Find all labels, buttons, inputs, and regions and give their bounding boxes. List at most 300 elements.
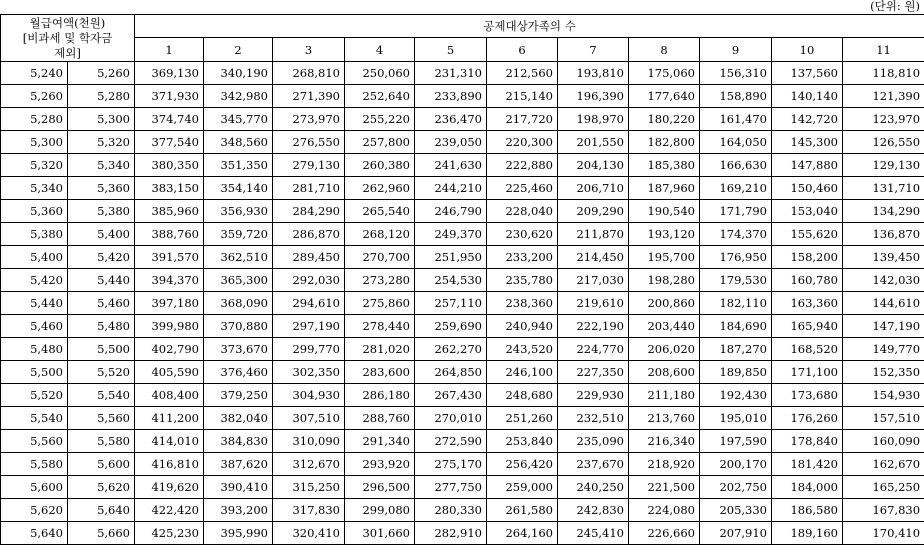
tax-amount-cell: 414,010 [135,430,204,453]
tax-amount-cell: 299,080 [345,499,415,522]
tax-amount-cell: 289,450 [273,246,345,269]
dependent-count-header: 10 [772,38,843,62]
tax-amount-cell: 200,170 [700,453,772,476]
tax-amount-cell: 226,660 [629,522,700,545]
tax-amount-cell: 243,520 [487,338,558,361]
tax-amount-cell: 222,880 [487,154,558,177]
table-row [1,223,924,246]
tax-amount-cell: 161,470 [700,108,772,131]
table-row [1,292,924,315]
tax-amount-cell: 237,670 [558,453,629,476]
salary-min-cell: 5,500 [1,361,68,384]
salary-header-line1: 월급여액(천원) [29,15,106,30]
tax-amount-cell: 164,050 [700,131,772,154]
tax-amount-cell: 283,600 [345,361,415,384]
tax-amount-cell: 249,370 [415,223,487,246]
tax-amount-cell: 233,200 [487,246,558,269]
salary-min-cell: 5,600 [1,476,68,499]
tax-amount-cell: 240,250 [558,476,629,499]
salary-min-cell: 5,460 [1,315,68,338]
table-row [1,338,924,361]
tax-amount-cell: 397,180 [135,292,204,315]
tax-amount-cell: 219,610 [558,292,629,315]
tax-amount-cell: 391,570 [135,246,204,269]
tax-amount-cell: 354,140 [204,177,273,200]
tax-amount-cell: 173,680 [772,384,843,407]
tax-amount-cell: 193,810 [558,62,629,85]
unit-note: (단위: 원) [870,0,920,13]
tax-amount-cell: 224,770 [558,338,629,361]
tax-amount-cell: 299,770 [273,338,345,361]
tax-amount-cell: 170,410 [843,522,924,545]
tax-amount-cell: 235,090 [558,430,629,453]
tax-amount-cell: 246,100 [487,361,558,384]
tax-amount-cell: 197,590 [700,430,772,453]
salary-max-cell: 5,560 [68,407,135,430]
tax-amount-cell: 371,930 [135,85,204,108]
salary-max-cell: 5,660 [68,522,135,545]
tax-amount-cell: 380,350 [135,154,204,177]
tax-amount-cell: 181,420 [772,453,843,476]
tax-amount-cell: 257,110 [415,292,487,315]
tax-amount-cell: 365,300 [204,269,273,292]
tax-amount-cell: 408,400 [135,384,204,407]
tax-amount-cell: 402,790 [135,338,204,361]
tax-amount-cell: 288,760 [345,407,415,430]
tax-amount-cell: 221,500 [629,476,700,499]
table-row [1,200,924,223]
tax-amount-cell: 374,740 [135,108,204,131]
table-row [1,108,924,131]
tax-amount-cell: 189,850 [700,361,772,384]
table-row [1,177,924,200]
tax-amount-cell: 280,330 [415,499,487,522]
tax-amount-cell: 236,470 [415,108,487,131]
tax-amount-cell: 416,810 [135,453,204,476]
tax-amount-cell: 218,920 [629,453,700,476]
tax-amount-cell: 187,270 [700,338,772,361]
tax-amount-cell: 383,150 [135,177,204,200]
tax-amount-cell: 250,060 [345,62,415,85]
tax-amount-cell: 368,090 [204,292,273,315]
tax-amount-cell: 278,440 [345,315,415,338]
salary-min-cell: 5,420 [1,269,68,292]
dependent-count-header: 9 [700,38,772,62]
tax-amount-cell: 136,870 [843,223,924,246]
tax-amount-cell: 147,190 [843,315,924,338]
tax-amount-cell: 167,830 [843,499,924,522]
salary-max-cell: 5,420 [68,246,135,269]
tax-amount-cell: 144,610 [843,292,924,315]
tax-amount-cell: 310,090 [273,430,345,453]
tax-amount-cell: 376,460 [204,361,273,384]
salary-max-cell: 5,340 [68,154,135,177]
dependent-count-header: 3 [273,38,345,62]
tax-amount-cell: 171,100 [772,361,843,384]
tax-amount-cell: 244,210 [415,177,487,200]
salary-min-cell: 5,560 [1,430,68,453]
tax-amount-cell: 399,980 [135,315,204,338]
tax-amount-cell: 387,620 [204,453,273,476]
tax-amount-cell: 180,220 [629,108,700,131]
salary-min-cell: 5,640 [1,522,68,545]
salary-max-cell: 5,480 [68,315,135,338]
tax-amount-cell: 155,620 [772,223,843,246]
salary-max-cell: 5,640 [68,499,135,522]
salary-max-cell: 5,580 [68,430,135,453]
salary-min-cell: 5,320 [1,154,68,177]
tax-amount-cell: 370,880 [204,315,273,338]
tax-amount-cell: 302,350 [273,361,345,384]
tax-amount-cell: 253,840 [487,430,558,453]
tax-amount-cell: 171,790 [700,200,772,223]
tax-amount-cell: 184,000 [772,476,843,499]
tax-amount-cell: 121,390 [843,85,924,108]
tax-amount-cell: 390,410 [204,476,273,499]
tax-amount-cell: 286,870 [273,223,345,246]
tax-amount-cell: 291,340 [345,430,415,453]
tax-amount-cell: 227,350 [558,361,629,384]
tax-amount-cell: 382,040 [204,407,273,430]
salary-min-cell: 5,440 [1,292,68,315]
tax-amount-cell: 246,790 [415,200,487,223]
tax-amount-cell: 373,670 [204,338,273,361]
tax-amount-cell: 174,370 [700,223,772,246]
table-row [1,131,924,154]
table-row [1,430,924,453]
tax-amount-cell: 147,880 [772,154,843,177]
salary-header-line3: 제외] [54,45,81,60]
tax-amount-cell: 163,360 [772,292,843,315]
tax-amount-cell: 281,020 [345,338,415,361]
tax-amount-cell: 206,020 [629,338,700,361]
dependent-count-header: 4 [345,38,415,62]
tax-amount-cell: 123,970 [843,108,924,131]
tax-amount-cell: 217,720 [487,108,558,131]
tax-amount-cell: 379,250 [204,384,273,407]
tax-amount-cell: 126,550 [843,131,924,154]
tax-amount-cell: 142,030 [843,269,924,292]
tax-amount-cell: 165,940 [772,315,843,338]
tax-amount-cell: 342,980 [204,85,273,108]
table-row [1,315,924,338]
tax-amount-cell: 153,040 [772,200,843,223]
tax-amount-cell: 277,750 [415,476,487,499]
tax-amount-cell: 214,450 [558,246,629,269]
tax-amount-cell: 259,000 [487,476,558,499]
tax-amount-cell: 187,960 [629,177,700,200]
tax-amount-cell: 158,200 [772,246,843,269]
tax-amount-cell: 261,580 [487,499,558,522]
salary-min-cell: 5,280 [1,108,68,131]
tax-amount-cell: 255,220 [345,108,415,131]
salary-min-cell: 5,580 [1,453,68,476]
salary-min-cell: 5,380 [1,223,68,246]
tax-amount-cell: 239,050 [415,131,487,154]
withholding-tax-table [0,14,924,545]
tax-amount-cell: 229,930 [558,384,629,407]
tax-amount-cell: 257,800 [345,131,415,154]
dependent-count-header: 1 [135,38,204,62]
tax-amount-cell: 166,630 [700,154,772,177]
tax-amount-cell: 238,360 [487,292,558,315]
tax-amount-cell: 185,380 [629,154,700,177]
tax-amount-cell: 215,140 [487,85,558,108]
tax-amount-cell: 157,510 [843,407,924,430]
tax-amount-cell: 231,310 [415,62,487,85]
salary-header-line2: [비과세 및 학자금 [22,30,113,45]
table-row [1,453,924,476]
tax-amount-cell: 213,760 [629,407,700,430]
tax-amount-cell: 256,420 [487,453,558,476]
tax-amount-cell: 182,800 [629,131,700,154]
salary-min-cell: 5,620 [1,499,68,522]
table-row [1,499,924,522]
tax-amount-cell: 176,950 [700,246,772,269]
salary-max-cell: 5,260 [68,62,135,85]
dependent-count-header: 11 [843,38,924,62]
tax-amount-cell: 251,950 [415,246,487,269]
salary-min-cell: 5,240 [1,62,68,85]
header-row-2 [1,38,924,62]
tax-amount-cell: 260,380 [345,154,415,177]
tax-amount-cell: 405,590 [135,361,204,384]
tax-amount-cell: 212,560 [487,62,558,85]
tax-amount-cell: 179,530 [700,269,772,292]
tax-amount-cell: 211,870 [558,223,629,246]
tax-amount-cell: 281,710 [273,177,345,200]
tax-amount-cell: 284,290 [273,200,345,223]
dependent-count-header: 6 [487,38,558,62]
tax-amount-cell: 294,610 [273,292,345,315]
tax-amount-cell: 145,300 [772,131,843,154]
tax-amount-cell: 207,910 [700,522,772,545]
dependents-header: 공제대상가족의 수 [135,15,924,38]
tax-amount-cell: 160,780 [772,269,843,292]
tax-amount-cell: 175,060 [629,62,700,85]
tax-amount-cell: 220,300 [487,131,558,154]
salary-min-cell: 5,480 [1,338,68,361]
tax-amount-cell: 270,700 [345,246,415,269]
tax-amount-cell: 202,750 [700,476,772,499]
tax-amount-cell: 296,500 [345,476,415,499]
salary-min-cell: 5,340 [1,177,68,200]
salary-max-cell: 5,280 [68,85,135,108]
tax-amount-cell: 158,890 [700,85,772,108]
salary-min-cell: 5,400 [1,246,68,269]
salary-max-cell: 5,320 [68,131,135,154]
table-row [1,62,924,85]
tax-amount-cell: 240,940 [487,315,558,338]
dependent-count-header: 5 [415,38,487,62]
tax-amount-cell: 245,410 [558,522,629,545]
tax-amount-cell: 307,510 [273,407,345,430]
dependent-count-header: 7 [558,38,629,62]
tax-amount-cell: 189,160 [772,522,843,545]
salary-max-cell: 5,500 [68,338,135,361]
tax-amount-cell: 270,010 [415,407,487,430]
tax-amount-cell: 211,180 [629,384,700,407]
tax-amount-cell: 190,540 [629,200,700,223]
dependent-count-header: 2 [204,38,273,62]
table-row [1,154,924,177]
tax-amount-cell: 359,720 [204,223,273,246]
tax-amount-cell: 160,090 [843,430,924,453]
tax-amount-cell: 297,190 [273,315,345,338]
tax-amount-cell: 262,960 [345,177,415,200]
tax-amount-cell: 178,840 [772,430,843,453]
tax-amount-cell: 142,720 [772,108,843,131]
salary-max-cell: 5,460 [68,292,135,315]
tax-amount-cell: 198,970 [558,108,629,131]
tax-amount-cell: 235,780 [487,269,558,292]
tax-amount-cell: 152,350 [843,361,924,384]
tax-amount-cell: 192,430 [700,384,772,407]
tax-amount-cell: 351,350 [204,154,273,177]
table-row [1,476,924,499]
tax-amount-cell: 275,860 [345,292,415,315]
tax-amount-cell: 317,830 [273,499,345,522]
tax-amount-cell: 388,760 [135,223,204,246]
tax-amount-cell: 209,290 [558,200,629,223]
salary-min-cell: 5,360 [1,200,68,223]
tax-amount-cell: 272,590 [415,430,487,453]
tax-amount-cell: 268,810 [273,62,345,85]
tax-amount-cell: 320,410 [273,522,345,545]
salary-max-cell: 5,440 [68,269,135,292]
salary-min-cell: 5,260 [1,85,68,108]
table-row [1,522,924,545]
tax-amount-cell: 139,450 [843,246,924,269]
tax-amount-cell: 273,280 [345,269,415,292]
tax-amount-cell: 251,260 [487,407,558,430]
tax-amount-cell: 262,270 [415,338,487,361]
tax-amount-cell: 362,510 [204,246,273,269]
tax-amount-cell: 206,710 [558,177,629,200]
tax-amount-cell: 228,040 [487,200,558,223]
dependent-count-header: 8 [629,38,700,62]
tax-amount-cell: 184,690 [700,315,772,338]
tax-amount-cell: 254,530 [415,269,487,292]
tax-amount-cell: 265,540 [345,200,415,223]
tax-amount-cell: 233,890 [415,85,487,108]
tax-amount-cell: 312,670 [273,453,345,476]
tax-amount-cell: 304,930 [273,384,345,407]
tax-amount-cell: 156,310 [700,62,772,85]
tax-amount-cell: 140,140 [772,85,843,108]
tax-amount-cell: 279,130 [273,154,345,177]
tax-amount-cell: 273,970 [273,108,345,131]
tax-amount-cell: 340,190 [204,62,273,85]
tax-amount-cell: 264,850 [415,361,487,384]
salary-max-cell: 5,300 [68,108,135,131]
salary-max-cell: 5,600 [68,453,135,476]
tax-amount-cell: 168,520 [772,338,843,361]
tax-amount-cell: 230,620 [487,223,558,246]
tax-amount-cell: 216,340 [629,430,700,453]
tax-amount-cell: 195,700 [629,246,700,269]
tax-amount-cell: 217,030 [558,269,629,292]
table-row [1,269,924,292]
tax-amount-cell: 315,250 [273,476,345,499]
tax-amount-cell: 252,640 [345,85,415,108]
tax-amount-cell: 118,810 [843,62,924,85]
tax-amount-cell: 377,540 [135,131,204,154]
tax-amount-cell: 345,770 [204,108,273,131]
tax-amount-cell: 208,600 [629,361,700,384]
tax-amount-cell: 286,180 [345,384,415,407]
tax-amount-cell: 248,680 [487,384,558,407]
tax-amount-cell: 186,580 [772,499,843,522]
tax-amount-cell: 395,990 [204,522,273,545]
tax-amount-cell: 149,770 [843,338,924,361]
tax-amount-cell: 205,330 [700,499,772,522]
tax-amount-cell: 198,280 [629,269,700,292]
tax-amount-cell: 193,120 [629,223,700,246]
tax-amount-cell: 271,390 [273,85,345,108]
table-row [1,246,924,269]
tax-amount-cell: 241,630 [415,154,487,177]
tax-amount-cell: 242,830 [558,499,629,522]
tax-amount-cell: 292,030 [273,269,345,292]
salary-min-cell: 5,520 [1,384,68,407]
salary-max-cell: 5,360 [68,177,135,200]
tax-amount-cell: 176,260 [772,407,843,430]
salary-range-header [1,15,135,62]
tax-amount-cell: 177,640 [629,85,700,108]
tax-amount-cell: 232,510 [558,407,629,430]
salary-min-cell: 5,540 [1,407,68,430]
salary-max-cell: 5,400 [68,223,135,246]
tax-amount-cell: 384,830 [204,430,273,453]
tax-amount-cell: 131,710 [843,177,924,200]
tax-amount-cell: 276,550 [273,131,345,154]
table-row [1,384,924,407]
tax-amount-cell: 411,200 [135,407,204,430]
tax-amount-cell: 394,370 [135,269,204,292]
tax-amount-cell: 419,620 [135,476,204,499]
tax-amount-cell: 169,210 [700,177,772,200]
tax-amount-cell: 134,290 [843,200,924,223]
tax-amount-cell: 224,080 [629,499,700,522]
tax-amount-cell: 385,960 [135,200,204,223]
tax-amount-cell: 225,460 [487,177,558,200]
tax-amount-cell: 222,190 [558,315,629,338]
salary-max-cell: 5,540 [68,384,135,407]
tax-amount-cell: 293,920 [345,453,415,476]
tax-amount-cell: 264,160 [487,522,558,545]
header-row-1 [1,15,924,38]
tax-amount-cell: 195,010 [700,407,772,430]
table-row [1,85,924,108]
tax-amount-cell: 129,130 [843,154,924,177]
tax-amount-cell: 301,660 [345,522,415,545]
tax-amount-cell: 259,690 [415,315,487,338]
tax-amount-cell: 137,560 [772,62,843,85]
salary-max-cell: 5,520 [68,361,135,384]
tax-amount-cell: 267,430 [415,384,487,407]
tax-amount-cell: 422,420 [135,499,204,522]
tax-amount-cell: 182,110 [700,292,772,315]
tax-amount-cell: 154,930 [843,384,924,407]
tax-amount-cell: 200,860 [629,292,700,315]
tax-amount-cell: 203,440 [629,315,700,338]
table-row [1,361,924,384]
tax-amount-cell: 356,930 [204,200,273,223]
table-row [1,407,924,430]
salary-max-cell: 5,380 [68,200,135,223]
tax-amount-cell: 268,120 [345,223,415,246]
